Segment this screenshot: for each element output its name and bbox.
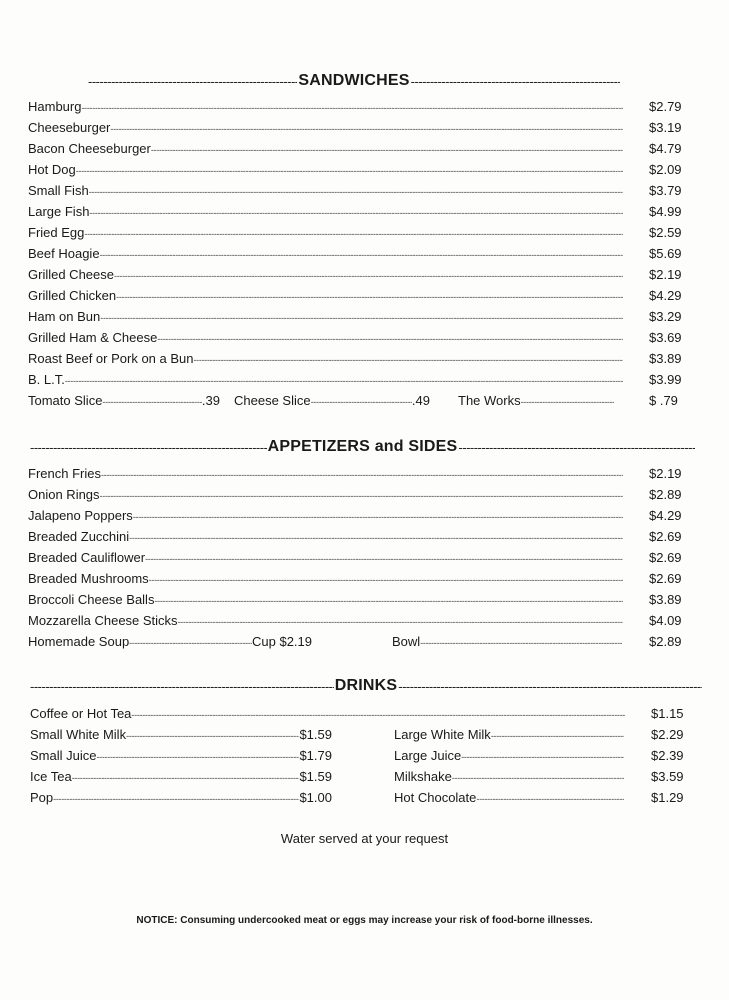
appetizers-title: APPETIZERS and SIDES (267, 438, 458, 455)
list-item: Ham on Bun ----- $3.29 (28, 306, 693, 327)
sandwiches-header (88, 72, 620, 90)
the-works: The Works ----- (458, 390, 614, 413)
list-item: Grilled Chicken ----- $4.29 (28, 285, 693, 306)
list-item: Coffee or Hot Tea ----- $1.15 (30, 703, 695, 724)
list-item: Roast Beef or Pork on a Bun ----- $3.89 (28, 348, 693, 369)
drinks-list (30, 703, 695, 808)
list-item: Small White Milk ----- $1.59 Large White Milk ----- $2.29 (30, 724, 695, 745)
tomato-slice: Tomato Slice ----- .39 (28, 390, 220, 413)
list-item: Breaded Zucchini ----- $2.69 (28, 526, 693, 547)
sandwich-addons-row: Tomato Slice ----- .39 Cheese Slice ----- .49 The Works ----- $ .79 (28, 390, 693, 411)
list-item: Large Fish ----- $4.99 (28, 201, 693, 222)
food-safety-notice: NOTICE: Consuming undercooked meat or eggs may increase your risk of food-borne illnesses. (136, 915, 593, 926)
list-item: Jalapeno Poppers ----- $4.29 (28, 505, 693, 526)
soup-row: Homemade Soup ----- Cup $2.19 Bowl ----- $2.89 (28, 631, 693, 652)
list-item: Bacon Cheeseburger ----- $4.79 (28, 138, 693, 159)
list-item: French Fries ----- $2.19 (28, 463, 693, 484)
water-note: Water served at your request (280, 831, 449, 846)
appetizers-list (28, 463, 693, 652)
appetizers-header (30, 438, 695, 456)
soup-bowl: Bowl ----- (392, 631, 622, 654)
sandwiches-title: SANDWICHES (298, 72, 410, 89)
list-item: Hamburg ----- $2.79 (28, 96, 693, 117)
list-item: Grilled Cheese ----- $2.19 (28, 264, 693, 285)
list-item: Hot Dog ----- $2.09 (28, 159, 693, 180)
list-item: Breaded Mushrooms ----- $2.69 (28, 568, 693, 589)
list-item: Broccoli Cheese Balls ----- $3.89 (28, 589, 693, 610)
list-item: Onion Rings ----- $2.89 (28, 484, 693, 505)
list-item: Ice Tea ----- $1.59 Milkshake ----- $3.59 (30, 766, 695, 787)
homemade-soup: Homemade Soup ----- Cup $2.19 (28, 631, 312, 654)
list-item: Grilled Ham & Cheese ----- $3.69 (28, 327, 693, 348)
list-item: Mozzarella Cheese Sticks ----- $4.09 (28, 610, 693, 631)
list-item: Small Fish ----- $3.79 (28, 180, 693, 201)
sandwiches-list (28, 96, 693, 411)
cheese-slice: Cheese Slice ----- .49 (234, 390, 430, 413)
list-item: B. L.T. ----- $3.99 (28, 369, 693, 390)
list-item: Beef Hoagie ----- $5.69 (28, 243, 693, 264)
list-item: Pop ----- $1.00 Hot Chocolate ----- $1.29 (30, 787, 695, 808)
drinks-header (30, 677, 702, 695)
list-item: Small Juice ----- $1.79 Large Juice ----- $2.39 (30, 745, 695, 766)
list-item: Fried Egg ----- $2.59 (28, 222, 693, 243)
drinks-title: DRINKS (334, 677, 398, 694)
list-item: Cheeseburger ----- $3.19 (28, 117, 693, 138)
list-item: Breaded Cauliflower ----- $2.69 (28, 547, 693, 568)
